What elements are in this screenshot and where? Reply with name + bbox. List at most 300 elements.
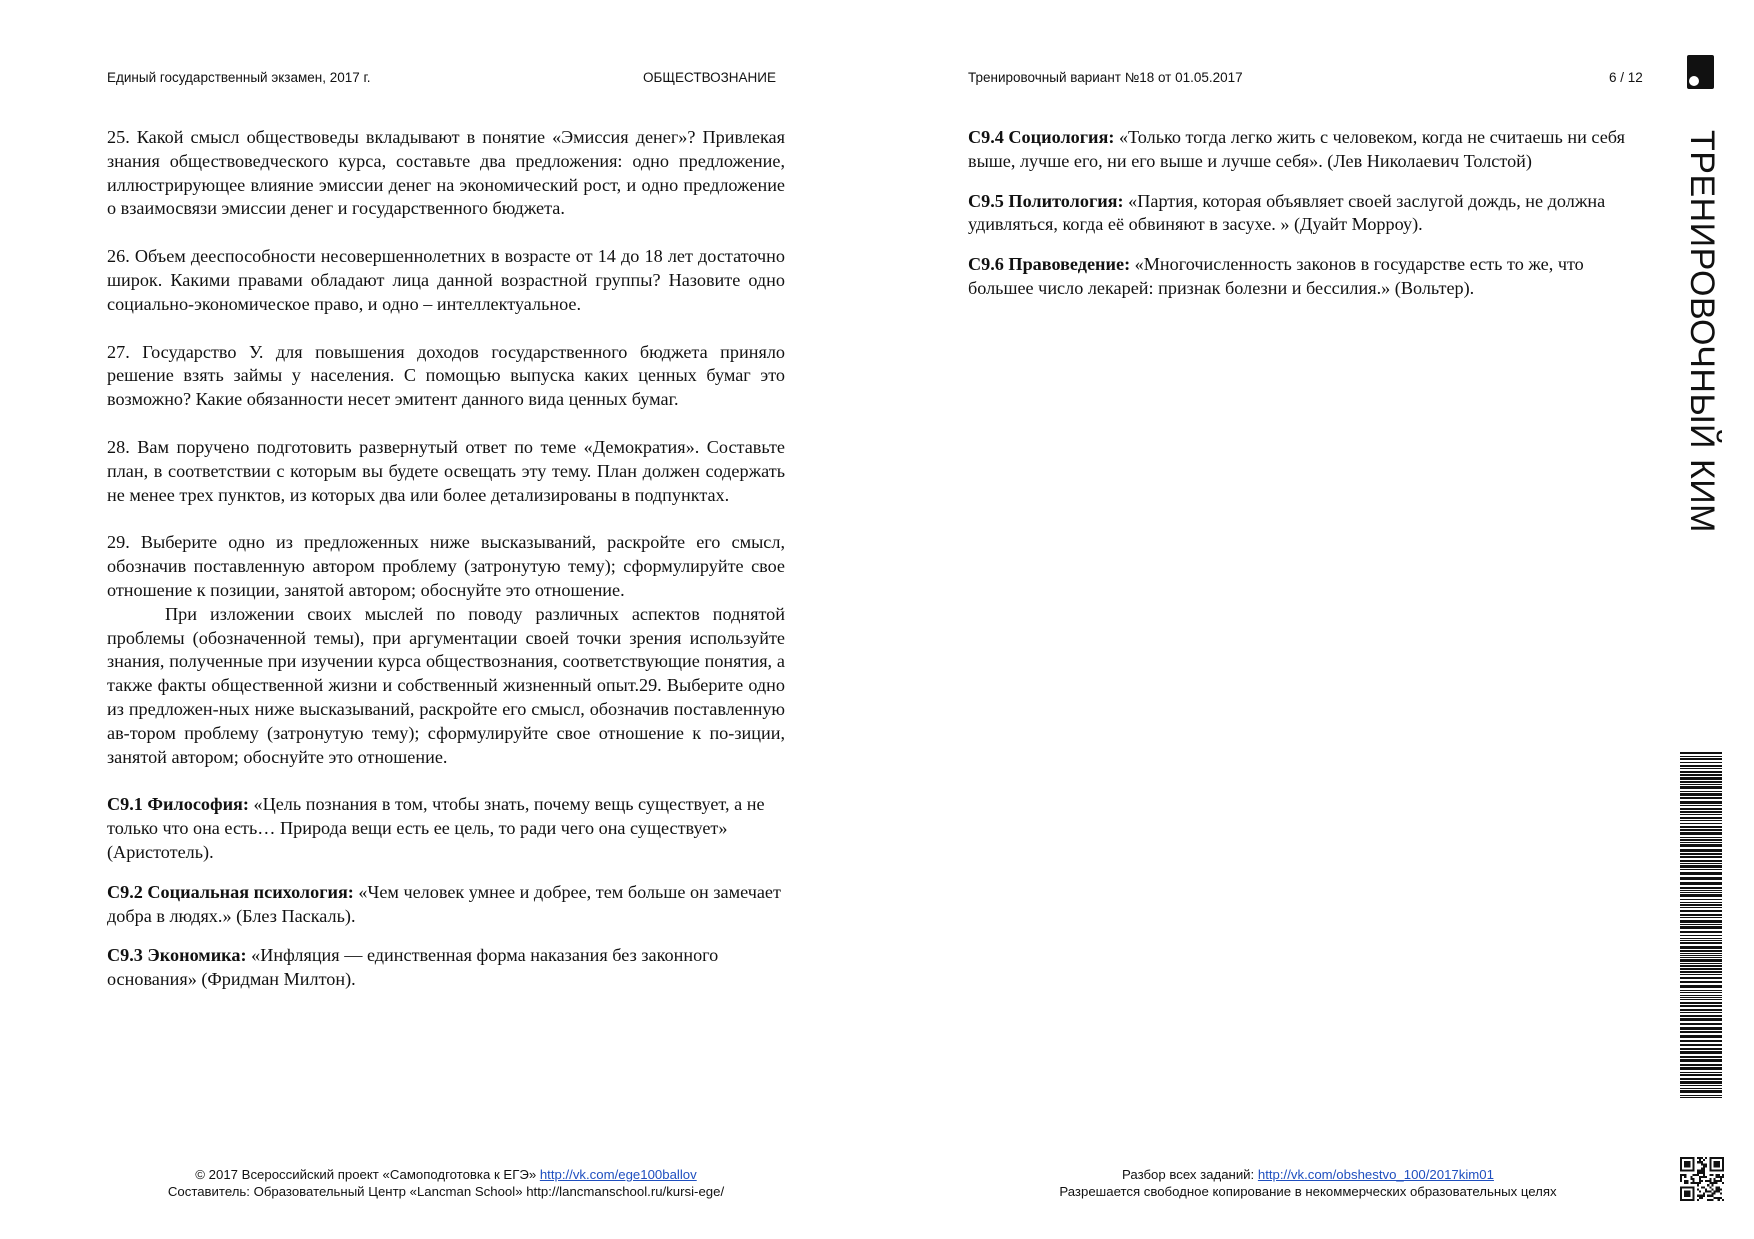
qr-module xyxy=(1699,1195,1701,1197)
qr-module xyxy=(1688,1199,1690,1201)
qr-module xyxy=(1680,1188,1682,1190)
qr-module xyxy=(1714,1191,1716,1193)
barcode-bar xyxy=(1680,882,1722,885)
barcode-bar xyxy=(1680,808,1722,810)
barcode-bar xyxy=(1680,1040,1722,1042)
qr-module xyxy=(1699,1182,1701,1184)
qr-module xyxy=(1714,1161,1716,1163)
qr-module xyxy=(1720,1170,1722,1172)
qr-module xyxy=(1703,1186,1705,1188)
barcode-bar xyxy=(1680,938,1722,939)
qr-module xyxy=(1720,1197,1722,1199)
question-26: 26. Объем дееспособности несовершеннолетних в возрасте от 14 до 18 лет достаточно широк. Какими правами обладают лица данной возрастной группы? Назовите одно социально-экономическое право, и одно – интеллектуальное. xyxy=(107,246,785,314)
qr-module xyxy=(1693,1159,1695,1161)
qr-module xyxy=(1688,1186,1690,1188)
qr-module xyxy=(1709,1178,1711,1180)
qr-module xyxy=(1688,1165,1690,1167)
question-27: 27. Государство У. для повышения доходов государственного бюджета приняло решение взять займы у населения. С помощью выпуска каких ценных бумаг это возможно? Какие обязанности несет эмитент данного вида ценных бумаг. xyxy=(107,341,785,410)
qr-module xyxy=(1707,1191,1709,1193)
qr-module xyxy=(1722,1167,1724,1169)
qr-module xyxy=(1716,1163,1718,1165)
qr-module xyxy=(1709,1174,1711,1176)
quote-c9-2 xyxy=(107,881,785,929)
barcode-bar xyxy=(1680,844,1722,847)
qr-module xyxy=(1699,1170,1701,1172)
qr-module xyxy=(1718,1176,1720,1178)
qr-module xyxy=(1701,1161,1703,1163)
quote-c9-5 xyxy=(968,190,1648,238)
quote-text: «Многочисленность законов в государстве есть то же, что большее число лекарей: признак болезни и бессилия.» (Вольтер). xyxy=(968,254,1584,298)
qr-module xyxy=(1711,1174,1713,1176)
barcode-bar xyxy=(1680,890,1722,891)
barcode-bar xyxy=(1680,1015,1722,1017)
qr-module xyxy=(1693,1170,1695,1172)
barcode-bar xyxy=(1680,887,1722,889)
qr-module xyxy=(1693,1188,1695,1190)
qr-module xyxy=(1699,1159,1701,1161)
footer-left-line1 xyxy=(107,1166,785,1183)
barcode-bar xyxy=(1680,910,1722,912)
qr-module xyxy=(1707,1180,1709,1182)
barcode-bar xyxy=(1680,1012,1722,1013)
qr-module xyxy=(1718,1180,1720,1182)
qr-module xyxy=(1701,1197,1703,1199)
qr-module xyxy=(1693,1180,1695,1182)
qr-module xyxy=(1680,1178,1682,1180)
barcode-bar xyxy=(1680,940,1722,941)
qr-module xyxy=(1720,1178,1722,1180)
barcode-bar xyxy=(1680,837,1722,838)
footer-left-line2: Составитель: Образовательный Центр «Lancman School» http://lancmanschool.ru/kursi-ege/ xyxy=(167,1184,725,1199)
barcode-bar xyxy=(1680,758,1722,760)
quote-label: С9.6 Правоведение: xyxy=(968,254,1131,275)
barcode-bar xyxy=(1680,953,1722,954)
qr-module xyxy=(1695,1182,1697,1184)
subject-title: ОБЩЕСТВОЗНАНИЕ xyxy=(643,70,776,85)
qr-module xyxy=(1680,1186,1682,1188)
qr-module xyxy=(1680,1161,1682,1163)
qr-module xyxy=(1699,1191,1701,1193)
qr-module xyxy=(1699,1157,1701,1159)
barcode-bar xyxy=(1680,765,1722,767)
barcode-icon xyxy=(1680,752,1722,1100)
barcode-bar xyxy=(1680,872,1722,875)
qr-module xyxy=(1693,1191,1695,1193)
barcode-bar xyxy=(1680,1056,1722,1058)
qr-module xyxy=(1716,1186,1718,1188)
qr-module xyxy=(1684,1186,1686,1188)
qr-module xyxy=(1701,1186,1703,1188)
qr-module xyxy=(1688,1191,1690,1193)
qr-module xyxy=(1722,1199,1724,1201)
barcode-bar xyxy=(1680,752,1722,754)
qr-module xyxy=(1688,1157,1690,1159)
barcode-bar xyxy=(1680,771,1722,773)
qr-module xyxy=(1699,1161,1701,1163)
qr-module xyxy=(1718,1174,1720,1176)
barcode-bar xyxy=(1680,863,1722,864)
barcode-bar xyxy=(1680,768,1722,769)
qr-module xyxy=(1709,1186,1711,1188)
barcode-bar xyxy=(1680,1035,1722,1038)
qr-module xyxy=(1701,1167,1703,1169)
barcode-bar xyxy=(1680,1088,1722,1089)
barcode-bar xyxy=(1680,946,1722,949)
left-column xyxy=(107,126,785,1008)
qr-module xyxy=(1697,1174,1699,1176)
qr-module xyxy=(1686,1180,1688,1182)
qr-module xyxy=(1701,1172,1703,1174)
qr-module xyxy=(1722,1163,1724,1165)
qr-module xyxy=(1693,1199,1695,1201)
qr-module xyxy=(1690,1182,1692,1184)
barcode-bar xyxy=(1680,981,1722,983)
qr-module xyxy=(1716,1176,1718,1178)
qr-module xyxy=(1684,1170,1686,1172)
qr-module xyxy=(1711,1188,1713,1190)
qr-module xyxy=(1699,1180,1701,1182)
qr-module xyxy=(1693,1174,1695,1176)
qr-module xyxy=(1709,1161,1711,1163)
barcode-bar xyxy=(1680,990,1722,991)
quote-c9-4 xyxy=(968,126,1648,174)
qr-module xyxy=(1707,1199,1709,1201)
qr-module xyxy=(1714,1182,1716,1184)
qr-module xyxy=(1705,1163,1707,1165)
qr-module xyxy=(1711,1157,1713,1159)
barcode-bar xyxy=(1680,781,1722,783)
qr-module xyxy=(1682,1199,1684,1201)
qr-module xyxy=(1722,1176,1724,1178)
barcode-bar xyxy=(1680,959,1722,962)
qr-module xyxy=(1699,1172,1701,1174)
barcode-bar xyxy=(1680,1074,1722,1076)
qr-module xyxy=(1709,1159,1711,1161)
qr-module xyxy=(1709,1167,1711,1169)
qr-module xyxy=(1684,1165,1686,1167)
qr-module xyxy=(1718,1157,1720,1159)
qr-module xyxy=(1716,1191,1718,1193)
barcode-bar xyxy=(1680,1031,1722,1033)
qr-module xyxy=(1703,1176,1705,1178)
barcode-bar xyxy=(1680,860,1722,862)
qr-module xyxy=(1711,1170,1713,1172)
barcode-bar xyxy=(1680,832,1722,835)
qr-module xyxy=(1693,1186,1695,1188)
qr-module xyxy=(1714,1170,1716,1172)
barcode-bar xyxy=(1680,924,1722,925)
qr-module xyxy=(1686,1170,1688,1172)
qr-module xyxy=(1688,1195,1690,1197)
barcode-bar xyxy=(1680,1002,1722,1004)
barcode-bar xyxy=(1680,1097,1722,1098)
qr-module xyxy=(1711,1182,1713,1184)
qr-module xyxy=(1693,1167,1695,1169)
qr-module xyxy=(1701,1157,1703,1159)
qr-module xyxy=(1720,1180,1722,1182)
qr-module xyxy=(1693,1157,1695,1159)
barcode-bar xyxy=(1680,957,1722,958)
qr-module xyxy=(1711,1199,1713,1201)
qr-module xyxy=(1709,1191,1711,1193)
qr-module xyxy=(1693,1165,1695,1167)
qr-module xyxy=(1701,1176,1703,1178)
qr-module xyxy=(1680,1191,1682,1193)
qr-module xyxy=(1688,1170,1690,1172)
barcode-bar xyxy=(1680,985,1722,988)
barcode-bar xyxy=(1680,762,1722,763)
qr-module xyxy=(1684,1195,1686,1197)
qr-module xyxy=(1684,1163,1686,1165)
barcode-bar xyxy=(1680,791,1722,792)
question-29-instructions: При изложении своих мыслей по поводу различных аспектов поднятой проблемы (обозначенной темы), при аргументации своей точки зрения используйте знания, полученные при изучении курса обществознания, соответствующие понятия, а также факты общественной жизни и собственный жизненный опыт.29. Выберите одно из предложен-ных ниже высказываний, раскройте его смысл, обозначив поставленную ав-тором проблему (затронутую тему); сформулируйте свое отношение к по-зиции, занятой автором; обоснуйте это отношение. xyxy=(107,603,785,767)
barcode-bar xyxy=(1680,801,1722,804)
barcode-bar xyxy=(1680,853,1722,855)
barcode-bar xyxy=(1680,995,1722,996)
qr-module xyxy=(1697,1172,1699,1174)
qr-module xyxy=(1709,1195,1711,1197)
qr-module xyxy=(1686,1191,1688,1193)
quote-text: «Инфляция — единственная форма наказания без законного основания» (Фридман Милтон). xyxy=(107,945,719,990)
qr-module xyxy=(1705,1188,1707,1190)
qr-module xyxy=(1680,1167,1682,1169)
qr-module xyxy=(1716,1165,1718,1167)
quote-text: «Цель познания в том, чтобы знать, почему вещь существует, а не только что она есть… Природа вещи есть ее цель, то ради чего она существует» (Аристотель). xyxy=(107,794,765,862)
page-number: 6 / 12 xyxy=(1609,70,1643,85)
footer-right-prefix: Разбор всех заданий: xyxy=(1122,1167,1258,1182)
barcode-bar xyxy=(1680,1064,1722,1066)
qr-module xyxy=(1701,1195,1703,1197)
qr-module xyxy=(1718,1199,1720,1201)
qr-module xyxy=(1699,1178,1701,1180)
qr-module xyxy=(1680,1180,1682,1182)
qr-module xyxy=(1707,1184,1709,1186)
question-28: 28. Вам поручено подготовить развернутый ответ по теме «Демократия». Составьте план, в соответствии с которым вы будете освещать эту тему. План должен содержать не менее трех пунктов, из которых два или более детализированы в подпунктах. xyxy=(107,436,785,505)
qr-module xyxy=(1703,1163,1705,1165)
qr-module xyxy=(1707,1195,1709,1197)
qr-module xyxy=(1718,1161,1720,1163)
qr-module xyxy=(1720,1157,1722,1159)
qr-module xyxy=(1686,1186,1688,1188)
barcode-bar xyxy=(1680,977,1722,979)
qr-module xyxy=(1716,1170,1718,1172)
qr-module xyxy=(1720,1188,1722,1190)
qr-module xyxy=(1709,1180,1711,1182)
qr-module xyxy=(1709,1170,1711,1172)
barcode-bar xyxy=(1680,820,1722,821)
barcode-bar xyxy=(1680,869,1722,870)
barcode-bar xyxy=(1680,839,1722,841)
barcode-bar xyxy=(1680,1078,1722,1080)
barcode-bar xyxy=(1680,904,1722,906)
qr-module xyxy=(1718,1163,1720,1165)
barcode-bar xyxy=(1680,1044,1722,1046)
quote-text: «Только тогда легко жить с человеком, когда не считаешь ни себя выше, лучше его, ни его выше и лучше себя». (Лев Николаевич Толстой) xyxy=(968,127,1625,171)
qr-module xyxy=(1709,1182,1711,1184)
qr-module xyxy=(1697,1199,1699,1201)
barcode-bar xyxy=(1680,1085,1722,1086)
qr-module xyxy=(1686,1161,1688,1163)
qr-module xyxy=(1697,1182,1699,1184)
barcode-bar xyxy=(1680,823,1722,824)
right-column xyxy=(968,126,1648,317)
qr-module xyxy=(1697,1170,1699,1172)
qr-module xyxy=(1709,1199,1711,1201)
side-title: ТРЕНИРОВОЧНЫЙ КИМ xyxy=(1683,130,1721,534)
barcode-bar xyxy=(1680,784,1722,785)
qr-module xyxy=(1703,1193,1705,1195)
barcode-bar xyxy=(1680,1048,1722,1050)
barcode-bar xyxy=(1680,849,1722,852)
quote-label: С9.2 Социальная психология: xyxy=(107,881,354,902)
qr-module xyxy=(1686,1157,1688,1159)
barcode-bar xyxy=(1680,892,1722,893)
barcode-bar xyxy=(1680,793,1722,796)
qr-module xyxy=(1697,1184,1699,1186)
logo-icon xyxy=(1687,55,1714,89)
footer-right xyxy=(968,1166,1648,1200)
qr-module xyxy=(1703,1172,1705,1174)
qr-module xyxy=(1695,1174,1697,1176)
barcode-bar xyxy=(1680,1023,1722,1025)
barcode-bar xyxy=(1680,811,1722,813)
qr-module xyxy=(1716,1180,1718,1182)
qr-module xyxy=(1714,1163,1716,1165)
qr-module xyxy=(1718,1186,1720,1188)
qr-module xyxy=(1703,1195,1705,1197)
qr-module xyxy=(1716,1182,1718,1184)
qr-module xyxy=(1684,1161,1686,1163)
footer-left-link[interactable]: http://vk.com/ege100ballov xyxy=(539,1167,697,1182)
barcode-bar xyxy=(1680,997,1722,998)
qr-module xyxy=(1682,1170,1684,1172)
qr-module xyxy=(1705,1157,1707,1159)
qr-module xyxy=(1680,1170,1682,1172)
qr-module xyxy=(1714,1165,1716,1167)
barcode-bar xyxy=(1680,914,1722,916)
barcode-bar xyxy=(1680,902,1722,903)
barcode-bar xyxy=(1680,1018,1722,1021)
barcode-bar xyxy=(1680,968,1722,970)
barcode-bar xyxy=(1680,774,1722,776)
qr-module xyxy=(1703,1170,1705,1172)
qr-module xyxy=(1705,1191,1707,1193)
qr-module xyxy=(1697,1195,1699,1197)
barcode-bar xyxy=(1680,971,1722,973)
qr-module xyxy=(1722,1159,1724,1161)
barcode-bar xyxy=(1680,1009,1722,1011)
barcode-bar xyxy=(1680,1067,1722,1070)
qr-module xyxy=(1684,1174,1686,1176)
qr-module xyxy=(1716,1188,1718,1190)
qr-module xyxy=(1703,1159,1705,1161)
qr-module xyxy=(1688,1161,1690,1163)
qr-module xyxy=(1693,1195,1695,1197)
barcode-bar xyxy=(1680,1005,1722,1007)
qr-module xyxy=(1697,1188,1699,1190)
barcode-bar xyxy=(1680,1072,1722,1073)
qr-module xyxy=(1690,1178,1692,1180)
barcode-bar xyxy=(1680,1090,1722,1093)
barcode-bar xyxy=(1680,965,1722,967)
question-29-intro: 29. Выберите одно из предложенных ниже высказываний, раскройте его смысл, обозначив поставленную автором проблему (затронутую тему); сформулируйте свое отношение к позиции, занятой автором; обоснуйте это отношение. xyxy=(107,532,785,600)
barcode-bar xyxy=(1680,814,1722,815)
quote-text: «Чем человек умнее и добрее, тем больше он замечает добра в людях.» (Блез Паскаль). xyxy=(107,881,781,926)
quote-text: «Партия, которая объявляет своей заслугой дождь, не должна удивляться, когда её обвиняют в засухе. » (Дуайт Морроу). xyxy=(968,190,1606,235)
qr-module xyxy=(1690,1157,1692,1159)
question-25: 25. Какой смысл обществоведы вкладывают в понятие «Эмиссия денег»? Привлекая знания обществоведческого курса, составьте два предложения: одно предложение, иллюстрирующее влияние эмиссии денег на экономический рост, и одно предложение о взаимосвязи эмиссии денег и государственного бюджета. xyxy=(107,127,785,219)
qr-module xyxy=(1684,1191,1686,1193)
qr-module xyxy=(1686,1182,1688,1184)
qr-module xyxy=(1684,1176,1686,1178)
qr-module xyxy=(1714,1180,1716,1182)
qr-module xyxy=(1709,1157,1711,1159)
quote-c9-6 xyxy=(968,253,1648,301)
quote-label: С9.3 Экономика: xyxy=(107,945,247,966)
qr-module xyxy=(1705,1176,1707,1178)
qr-module xyxy=(1680,1159,1682,1161)
qr-module xyxy=(1693,1197,1695,1199)
qr-module xyxy=(1690,1199,1692,1201)
qr-module xyxy=(1680,1165,1682,1167)
qr-module xyxy=(1684,1182,1686,1184)
qr-module xyxy=(1680,1163,1682,1165)
quote-c9-3 xyxy=(107,944,785,992)
barcode-bar xyxy=(1680,992,1722,993)
qr-module xyxy=(1703,1165,1705,1167)
barcode-bar xyxy=(1680,935,1722,936)
qr-module xyxy=(1718,1170,1720,1172)
barcode-bar xyxy=(1680,1051,1722,1054)
quote-label: С9.1 Философия: xyxy=(107,794,249,815)
exam-title: Единый государственный экзамен, 2017 г. xyxy=(107,70,371,85)
qr-module xyxy=(1714,1178,1716,1180)
qr-module xyxy=(1720,1193,1722,1195)
qr-module xyxy=(1686,1195,1688,1197)
qr-module xyxy=(1686,1165,1688,1167)
qr-module xyxy=(1697,1157,1699,1159)
qr-module xyxy=(1686,1199,1688,1201)
qr-module xyxy=(1693,1193,1695,1195)
qr-module xyxy=(1716,1161,1718,1163)
qr-module xyxy=(1680,1195,1682,1197)
qr-module xyxy=(1718,1165,1720,1167)
footer-right-line2: Разрешается свободное копирование в некоммерческих образовательных целях xyxy=(1059,1184,1557,1199)
qr-module xyxy=(1688,1163,1690,1165)
quote-label: С9.4 Социология: xyxy=(968,127,1115,147)
barcode-bar xyxy=(1680,842,1722,843)
footer-left xyxy=(107,1166,785,1200)
qr-module xyxy=(1722,1170,1724,1172)
qr-module xyxy=(1682,1157,1684,1159)
qr-module xyxy=(1693,1178,1695,1180)
qr-module xyxy=(1693,1182,1695,1184)
barcode-bar xyxy=(1680,931,1722,933)
barcode-bar xyxy=(1680,963,1722,964)
barcode-bar xyxy=(1680,777,1722,780)
barcode-bar xyxy=(1680,1059,1722,1062)
barcode-bar xyxy=(1680,877,1722,880)
barcode-bar xyxy=(1680,917,1722,918)
footer-right-link[interactable]: http://vk.com/obshestvo_100/2017kim01 xyxy=(1257,1167,1494,1182)
qr-module xyxy=(1680,1199,1682,1201)
qr-module xyxy=(1722,1165,1724,1167)
qr-module xyxy=(1709,1163,1711,1165)
qr-module xyxy=(1711,1184,1713,1186)
qr-module xyxy=(1718,1191,1720,1193)
qr-module xyxy=(1720,1176,1722,1178)
footer-right-line1 xyxy=(968,1166,1648,1183)
